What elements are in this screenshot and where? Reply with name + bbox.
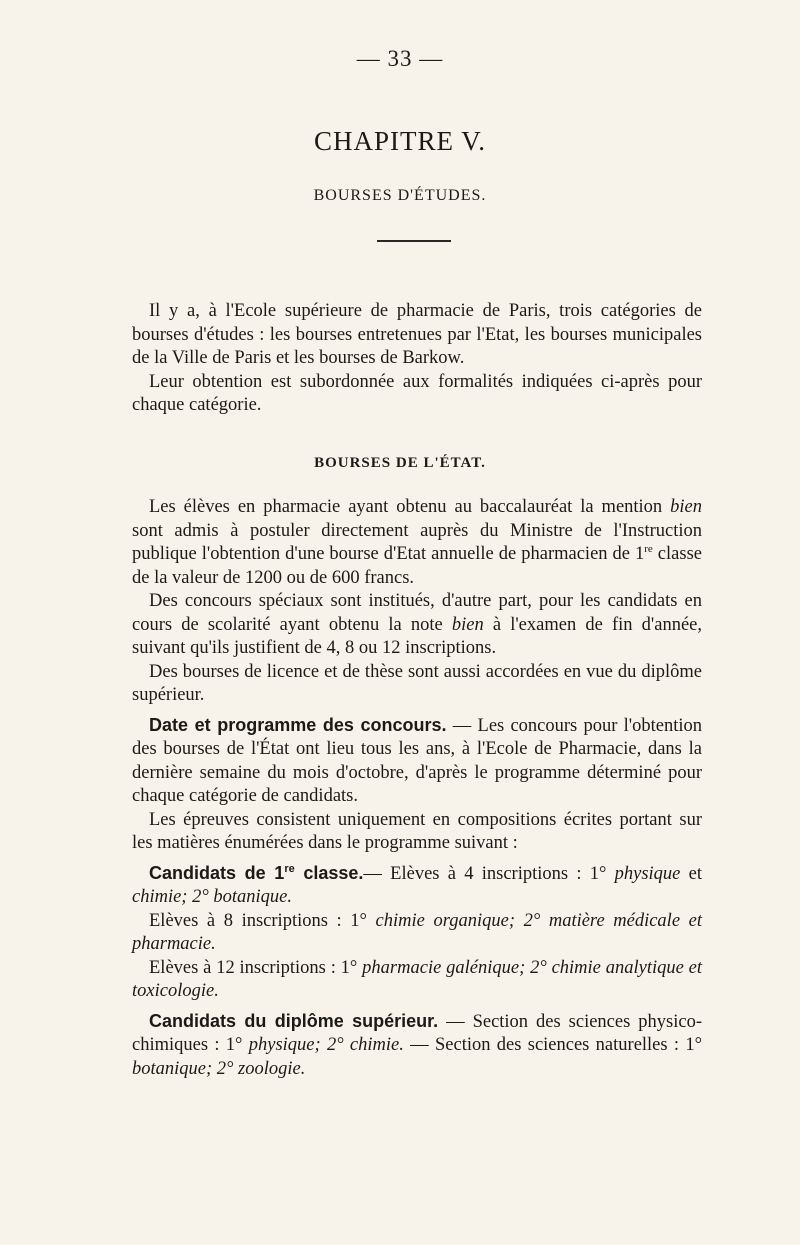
- eleves-8-paragraph: Elèves à 8 inscriptions : 1° chimie organique; 2° matière médicale et pharmacie.: [132, 910, 702, 954]
- intro-paragraph-2: Leur obtention est subordonnée aux formalités indiquées ci-après pour chaque catégorie.: [132, 371, 702, 415]
- diplome-superieur-lead: Candidats du diplôme supérieur.: [149, 1010, 439, 1031]
- concours-paragraph-2: Les épreuves consistent uniquement en compositions écrites portant sur les matières énumérées dans le programme suivant :: [132, 809, 702, 853]
- concours-lead: Date et programme des concours.: [149, 714, 447, 735]
- premiere-classe-paragraph: Candidats de 1re classe.— Elèves à 4 inscriptions : 1° physique et chimie; 2° botanique.: [132, 862, 703, 907]
- separator-rule: [377, 240, 451, 242]
- page-number: — 33 —: [356, 46, 444, 71]
- eleves-12-paragraph: Elèves à 12 inscriptions : 1° pharmacie galénique; 2° chimie analytique et toxicologie.: [132, 957, 702, 1001]
- intro-section: [132, 300, 702, 418]
- intro-paragraph-1: Il y a, à l'Ecole supérieure de pharmacie de Paris, trois catégories de bourses d'études : les bourses entretenues par l'Etat, les bourses municipales de la Ville de Paris et les bourses de Barkow.: [132, 301, 702, 368]
- concours-paragraph-1: Date et programme des concours. — Les concours pour l'obtention des bourses de l'État ont lieu tous les ans, à l'Ecole de Pharmacie, dans la dernière semaine du mois d'octobre, d'après le programme déterminé pour chaque catégorie de candidats.: [132, 714, 702, 806]
- diplome-superieur-paragraph: Candidats du diplôme supérieur. — Section des sciences physico-chimiques : 1° physique; 2° chimie. — Section des sciences naturelles : 1° botanique; 2° zoologie.: [132, 1010, 702, 1079]
- state-paragraph-1: Les élèves en pharmacie ayant obtenu au baccalauréat la mention bien sont admis à postuler directement auprès du Ministre de l'Instruction publique l'obtention d'une bourse d'Etat annuelle de pharmacien de 1re classe de la valeur de 1200 ou de 600 francs.: [132, 497, 702, 588]
- state-heading: BOURSES DE L'ÉTAT.: [314, 455, 486, 471]
- state-paragraph-2: Des concours spéciaux sont institués, d'autre part, pour les candidats en cours de scolarité ayant obtenu la note bien à l'examen de fin d'année, suivant qu'ils justifient de 4, 8 ou 12 inscriptions.: [132, 591, 703, 658]
- premiere-classe-lead: Candidats de 1re classe.: [149, 862, 364, 883]
- state-section: [132, 496, 702, 1081]
- state-paragraph-3: Des bourses de licence et de thèse sont aussi accordées en vue du diplôme supérieur.: [132, 661, 702, 705]
- section-title: BOURSES D'ÉTUDES.: [313, 187, 487, 204]
- chapter-title: CHAPITRE V.: [313, 126, 487, 156]
